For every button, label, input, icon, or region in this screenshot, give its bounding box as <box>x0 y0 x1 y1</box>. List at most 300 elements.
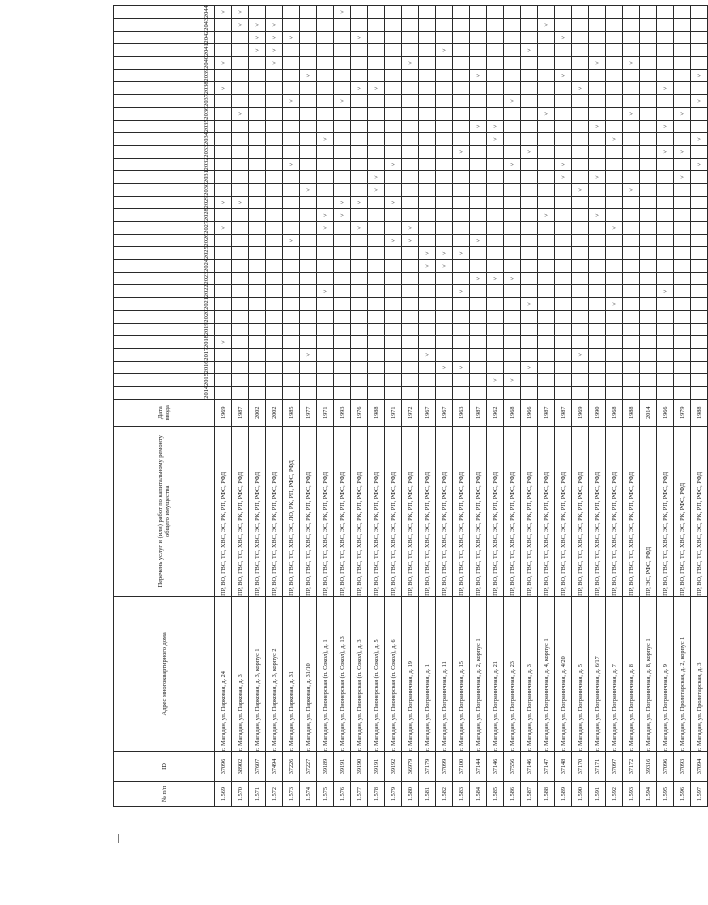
year-cell <box>606 44 623 57</box>
year-cell <box>351 323 368 336</box>
year-cell <box>249 260 266 273</box>
year-cell <box>232 310 249 323</box>
row-id: 39189 <box>317 751 334 781</box>
year-cell <box>385 374 402 387</box>
table-row <box>436 6 453 807</box>
year-checkmark: ˅ <box>674 107 691 120</box>
year-cell <box>249 6 266 19</box>
year-cell <box>691 247 708 260</box>
year-cell <box>572 374 589 387</box>
year-cell <box>572 31 589 44</box>
row-id: 39192 <box>385 751 402 781</box>
year-cell <box>538 158 555 171</box>
header-year: 2037 <box>114 95 215 108</box>
year-cell <box>521 323 538 336</box>
year-cell <box>249 272 266 285</box>
table-header-row <box>114 6 215 807</box>
year-cell <box>436 234 453 247</box>
year-cell <box>606 234 623 247</box>
row-number: 1.586 <box>504 781 521 806</box>
year-cell <box>640 133 657 146</box>
year-cell <box>402 31 419 44</box>
row-id: 37096 <box>657 751 674 781</box>
year-cell <box>538 387 555 400</box>
year-cell <box>470 209 487 222</box>
year-cell <box>283 69 300 82</box>
year-cell <box>640 298 657 311</box>
year-cell <box>334 361 351 374</box>
year-cell <box>334 44 351 57</box>
year-cell <box>334 171 351 184</box>
year-cell <box>606 120 623 133</box>
year-cell <box>640 260 657 273</box>
row-number: 1.578 <box>368 781 385 806</box>
year-cell <box>640 361 657 374</box>
year-cell <box>572 171 589 184</box>
year-cell <box>572 133 589 146</box>
year-cell <box>555 348 572 361</box>
year-cell <box>538 95 555 108</box>
row-commissioning-date: 1969 <box>572 399 589 426</box>
year-cell <box>419 184 436 197</box>
year-cell <box>572 120 589 133</box>
year-cell <box>555 57 572 70</box>
year-cell <box>402 184 419 197</box>
year-cell <box>674 222 691 235</box>
year-cell <box>232 69 249 82</box>
year-cell <box>521 158 538 171</box>
row-number: 1.569 <box>215 781 232 806</box>
year-cell <box>385 348 402 361</box>
year-checkmark: ˅ <box>249 31 266 44</box>
year-cell <box>555 310 572 323</box>
year-checkmark: ˅ <box>504 374 521 387</box>
row-address: г. Магадан, ул. Пограничная, д. 2, корпус 1 <box>470 596 487 751</box>
year-cell <box>215 171 232 184</box>
year-cell <box>623 171 640 184</box>
year-cell <box>538 171 555 184</box>
year-cell <box>215 310 232 323</box>
year-cell <box>691 57 708 70</box>
year-cell <box>385 19 402 32</box>
year-checkmark: ˅ <box>215 336 232 349</box>
row-services: ПР, ВО, ГВС, ТС, ХВС, ЭС, РК, РП, РФС, РФД <box>589 426 606 596</box>
year-cell <box>334 82 351 95</box>
year-cell <box>453 272 470 285</box>
year-cell <box>317 57 334 70</box>
year-cell <box>623 31 640 44</box>
row-id: 37144 <box>470 751 487 781</box>
year-cell <box>368 145 385 158</box>
year-cell <box>470 374 487 387</box>
row-id: 39316 <box>640 751 657 781</box>
row-id: 37100 <box>453 751 470 781</box>
year-cell <box>283 44 300 57</box>
year-checkmark: ˅ <box>555 69 572 82</box>
header-year: 2031 <box>114 171 215 184</box>
year-cell <box>232 171 249 184</box>
year-cell <box>487 209 504 222</box>
year-cell <box>402 247 419 260</box>
year-cell <box>504 184 521 197</box>
year-cell <box>487 196 504 209</box>
year-cell <box>300 310 317 323</box>
year-cell <box>691 31 708 44</box>
year-cell <box>572 19 589 32</box>
year-cell <box>266 196 283 209</box>
year-cell <box>266 95 283 108</box>
year-cell <box>402 348 419 361</box>
year-cell <box>402 133 419 146</box>
row-id: 36979 <box>402 751 419 781</box>
header-year: 2019 <box>114 323 215 336</box>
year-cell <box>402 361 419 374</box>
year-cell <box>606 260 623 273</box>
year-cell <box>283 19 300 32</box>
row-address: г. Магадан, ул. Пограничная, д. 15 <box>453 596 470 751</box>
year-cell <box>674 69 691 82</box>
header-year: 2021 <box>114 298 215 311</box>
year-cell <box>317 6 334 19</box>
year-cell <box>283 348 300 361</box>
year-cell <box>487 19 504 32</box>
year-cell <box>300 247 317 260</box>
year-cell <box>470 222 487 235</box>
year-cell <box>487 6 504 19</box>
year-cell <box>453 82 470 95</box>
year-cell <box>521 19 538 32</box>
year-checkmark: ˅ <box>232 6 249 19</box>
year-cell <box>266 184 283 197</box>
year-cell <box>300 196 317 209</box>
year-cell <box>266 361 283 374</box>
year-cell <box>555 95 572 108</box>
year-cell <box>215 209 232 222</box>
year-cell <box>351 336 368 349</box>
year-cell <box>657 209 674 222</box>
year-cell <box>521 31 538 44</box>
year-cell <box>589 82 606 95</box>
row-id: 37094 <box>691 751 708 781</box>
year-cell <box>640 69 657 82</box>
year-cell <box>368 222 385 235</box>
year-cell <box>572 234 589 247</box>
table-row <box>589 6 606 807</box>
year-cell <box>470 260 487 273</box>
year-cell <box>623 310 640 323</box>
row-id: 37170 <box>572 751 589 781</box>
year-cell <box>232 285 249 298</box>
year-cell <box>487 222 504 235</box>
header-year: 2026 <box>114 234 215 247</box>
year-cell <box>249 247 266 260</box>
year-cell <box>538 44 555 57</box>
year-cell <box>674 184 691 197</box>
year-cell <box>640 310 657 323</box>
year-cell <box>385 6 402 19</box>
year-cell <box>470 298 487 311</box>
year-cell <box>538 184 555 197</box>
year-cell <box>249 285 266 298</box>
year-cell <box>317 336 334 349</box>
year-cell <box>334 234 351 247</box>
year-cell <box>436 222 453 235</box>
row-id: 37148 <box>555 751 572 781</box>
year-cell <box>368 44 385 57</box>
year-cell <box>334 120 351 133</box>
table-row <box>351 6 368 807</box>
row-commissioning-date: 1971 <box>385 399 402 426</box>
year-cell <box>436 184 453 197</box>
year-checkmark: ˅ <box>351 31 368 44</box>
year-cell <box>504 323 521 336</box>
year-cell <box>606 209 623 222</box>
year-checkmark: ˅ <box>572 184 589 197</box>
year-cell <box>470 158 487 171</box>
year-checkmark: ˅ <box>436 260 453 273</box>
year-cell <box>487 234 504 247</box>
header-year: 2035 <box>114 120 215 133</box>
year-cell <box>249 145 266 158</box>
year-cell <box>487 82 504 95</box>
year-cell <box>623 69 640 82</box>
year-cell <box>283 387 300 400</box>
row-commissioning-date: 1979 <box>674 399 691 426</box>
year-cell <box>657 247 674 260</box>
table-row <box>674 6 691 807</box>
year-cell <box>232 247 249 260</box>
year-cell <box>232 374 249 387</box>
row-number: 1.572 <box>266 781 283 806</box>
year-cell <box>589 285 606 298</box>
row-commissioning-date: 2014 <box>640 399 657 426</box>
row-number: 1.592 <box>606 781 623 806</box>
year-cell <box>453 133 470 146</box>
year-cell <box>691 234 708 247</box>
year-cell <box>300 82 317 95</box>
row-number: 1.580 <box>402 781 419 806</box>
year-cell <box>368 260 385 273</box>
year-cell <box>317 323 334 336</box>
year-cell <box>657 133 674 146</box>
year-cell <box>640 272 657 285</box>
row-services: ПР, ВО, ГВС, ТС, ХВС, ЭС, РК, РП, РФС, РФД <box>606 426 623 596</box>
year-cell <box>368 69 385 82</box>
year-cell <box>334 19 351 32</box>
year-cell <box>691 19 708 32</box>
year-cell <box>555 285 572 298</box>
year-cell <box>640 44 657 57</box>
year-cell <box>691 374 708 387</box>
year-cell <box>623 234 640 247</box>
year-cell <box>317 361 334 374</box>
year-cell <box>657 44 674 57</box>
year-cell <box>453 158 470 171</box>
year-cell <box>402 120 419 133</box>
year-cell <box>504 285 521 298</box>
year-cell <box>470 310 487 323</box>
year-checkmark: ˅ <box>691 133 708 146</box>
year-cell <box>691 260 708 273</box>
row-commissioning-date: 1988 <box>623 399 640 426</box>
year-cell <box>436 133 453 146</box>
year-cell <box>351 361 368 374</box>
year-cell <box>521 222 538 235</box>
year-cell <box>657 158 674 171</box>
year-cell <box>436 336 453 349</box>
year-cell <box>300 222 317 235</box>
year-cell <box>555 272 572 285</box>
year-cell <box>232 145 249 158</box>
year-cell <box>232 82 249 95</box>
year-checkmark: ˅ <box>521 44 538 57</box>
year-cell <box>572 285 589 298</box>
row-services: ПР, ВО, ГВС, ТС, ХВС, ЭС, РК, РП, РФС, РФД <box>215 426 232 596</box>
year-cell <box>385 44 402 57</box>
year-cell <box>436 310 453 323</box>
year-cell <box>589 184 606 197</box>
year-cell <box>385 120 402 133</box>
year-cell <box>470 323 487 336</box>
year-cell <box>691 6 708 19</box>
year-cell <box>589 298 606 311</box>
row-commissioning-date: 1967 <box>419 399 436 426</box>
year-cell <box>368 133 385 146</box>
year-cell <box>283 361 300 374</box>
header-year: 2036 <box>114 107 215 120</box>
year-cell <box>555 196 572 209</box>
year-cell <box>402 82 419 95</box>
year-checkmark: ˅ <box>283 95 300 108</box>
year-cell <box>215 19 232 32</box>
year-cell <box>538 82 555 95</box>
year-cell <box>538 310 555 323</box>
year-checkmark: ˅ <box>232 19 249 32</box>
row-services: ПР, ВО, ГВС, ТС, ХВС, ЭС, РК, РП, РФС, РФД <box>249 426 266 596</box>
year-cell <box>402 158 419 171</box>
row-number: 1.579 <box>385 781 402 806</box>
year-cell <box>640 158 657 171</box>
year-checkmark: ˅ <box>674 171 691 184</box>
year-cell <box>674 260 691 273</box>
year-cell <box>572 222 589 235</box>
year-cell <box>623 374 640 387</box>
year-cell <box>657 69 674 82</box>
year-checkmark: ˅ <box>589 209 606 222</box>
header-year: 2014 <box>114 387 215 400</box>
year-cell <box>487 95 504 108</box>
table-row <box>402 6 419 807</box>
year-checkmark: ˅ <box>215 196 232 209</box>
row-services: ПР, ВО, ГВС, ТС, ХВС, ЭС, РК, РП, РФС, РФД <box>385 426 402 596</box>
year-cell <box>640 247 657 260</box>
year-cell <box>419 374 436 387</box>
year-cell <box>623 247 640 260</box>
year-checkmark: ˅ <box>623 184 640 197</box>
year-cell <box>453 196 470 209</box>
year-cell <box>691 222 708 235</box>
year-cell <box>504 247 521 260</box>
year-cell <box>640 57 657 70</box>
year-checkmark: ˅ <box>249 19 266 32</box>
year-cell <box>215 133 232 146</box>
year-cell <box>317 95 334 108</box>
year-checkmark: ˅ <box>266 31 283 44</box>
year-cell <box>300 57 317 70</box>
year-cell <box>249 107 266 120</box>
year-cell <box>232 57 249 70</box>
row-commissioning-date: 1977 <box>300 399 317 426</box>
year-cell <box>640 234 657 247</box>
header-year: 2041 <box>114 44 215 57</box>
year-cell <box>283 272 300 285</box>
year-cell <box>572 69 589 82</box>
year-cell <box>232 348 249 361</box>
year-checkmark: ˅ <box>368 171 385 184</box>
year-cell <box>521 310 538 323</box>
year-cell <box>504 196 521 209</box>
year-cell <box>487 361 504 374</box>
year-cell <box>419 133 436 146</box>
year-checkmark: ˅ <box>470 234 487 247</box>
year-cell <box>487 310 504 323</box>
row-id: 37227 <box>300 751 317 781</box>
year-cell <box>453 120 470 133</box>
year-cell <box>249 361 266 374</box>
table-row <box>623 6 640 807</box>
year-checkmark: ˅ <box>334 209 351 222</box>
year-cell <box>283 6 300 19</box>
year-cell <box>351 158 368 171</box>
year-cell <box>385 31 402 44</box>
year-cell <box>640 19 657 32</box>
year-cell <box>487 184 504 197</box>
year-cell <box>572 196 589 209</box>
year-cell <box>453 298 470 311</box>
year-cell <box>334 222 351 235</box>
year-cell <box>436 387 453 400</box>
year-cell <box>300 260 317 273</box>
year-cell <box>470 247 487 260</box>
year-checkmark: ˅ <box>538 209 555 222</box>
year-cell <box>572 298 589 311</box>
year-cell <box>402 107 419 120</box>
year-cell <box>385 107 402 120</box>
year-cell <box>215 158 232 171</box>
year-cell <box>504 348 521 361</box>
year-cell <box>640 387 657 400</box>
year-cell <box>606 184 623 197</box>
year-cell <box>487 387 504 400</box>
year-cell <box>266 209 283 222</box>
year-cell <box>691 348 708 361</box>
year-cell <box>538 374 555 387</box>
year-cell <box>504 310 521 323</box>
year-cell <box>317 69 334 82</box>
row-commissioning-date: 1968 <box>606 399 623 426</box>
year-cell <box>215 260 232 273</box>
year-cell <box>470 57 487 70</box>
year-cell <box>368 310 385 323</box>
year-cell <box>657 31 674 44</box>
header-year: 2038 <box>114 82 215 95</box>
year-cell <box>521 184 538 197</box>
year-checkmark: ˅ <box>368 184 385 197</box>
year-cell <box>606 107 623 120</box>
year-cell <box>691 387 708 400</box>
year-cell <box>453 69 470 82</box>
year-cell <box>266 387 283 400</box>
